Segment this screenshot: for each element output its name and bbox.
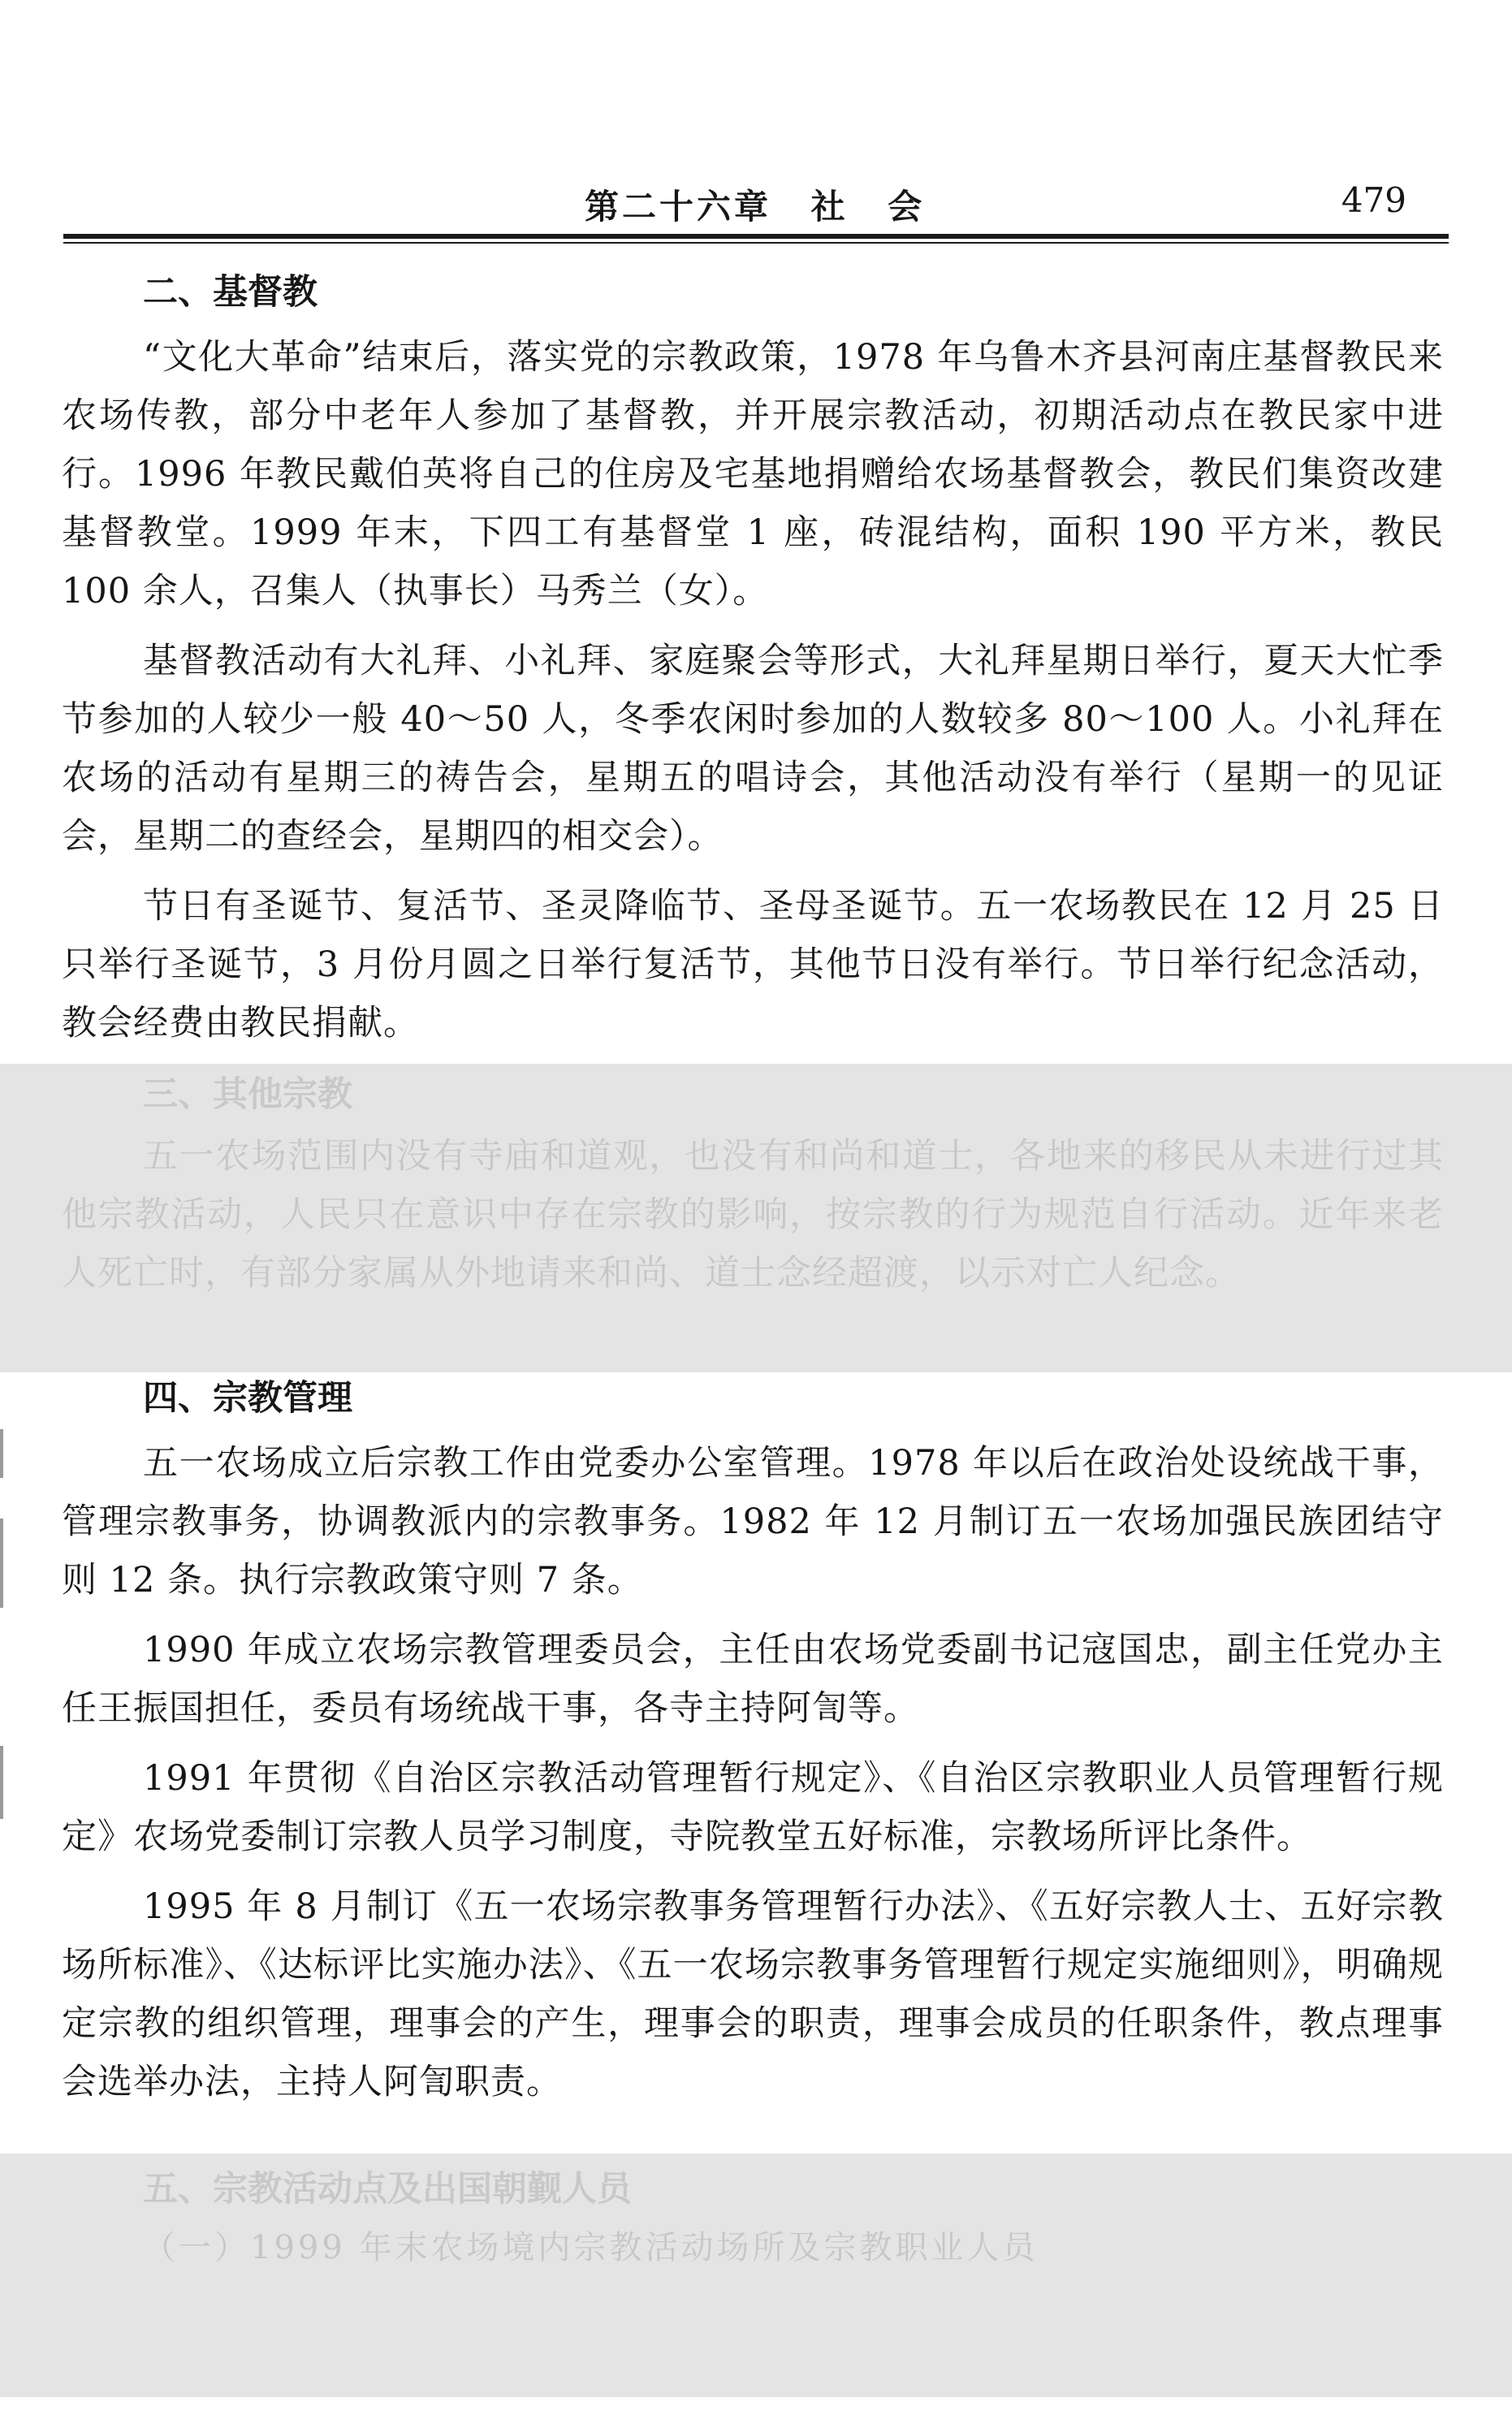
header-rule [63, 234, 1449, 239]
paragraph: 五一农场范围内没有寺庙和道观，也没有和尚和道士，各地来的移民从未进行过其他宗教活动，人民只在意识中存在宗教的影响，按宗教的行为规范自行活动。近年来老人死亡时，有部分家属从外地请来和尚、道士念经超渡，以示对亡人纪念。 [62, 1136, 1444, 1294]
paragraph: “文化大革命”结束后，落实党的宗教政策，1978 年乌鲁木齐县河南庄基督教民来农场传教，部分中老年人参加了基督教，并开展宗教活动，初期活动点在教民家中进行。1996 年教民戴伯英将自己的住房及宅基地捐赠给农场基督教会，教民们集资改建基督教堂。1999 年末，下四工有基督堂 1 座，砖混结构，面积 190 平方米，教民 100 余人，召集人（执事长）马秀兰（女）。 [62, 337, 1444, 611]
paragraph: 基督教活动有大礼拜、小礼拜、家庭聚会等形式，大礼拜星期日举行，夏天大忙季节参加的人较少一般 40～50 人，冬季农闲时参加的人数较多 80～100 人。小礼拜在农场的活动有星期三的祷告会，星期五的唱诗会，其他活动没有举行（星期一的见证会，星期二的查经会，星期四的相交会）。 [62, 641, 1444, 857]
paragraph: 节日有圣诞节、复活节、圣灵降临节、圣母圣诞节。五一农场教民在 12 月 25 日只举行圣诞节，3 月份月圆之日举行复活节，其他节日没有举行。节日举行纪念活动，教会经费由教民捐献。 [62, 886, 1444, 1043]
paragraph: 五一农场成立后宗教工作由党委办公室管理。1978 年以后在政治处设统战干事，管理宗教事务，协调教派内的宗教事务。1982 年 12 月制订五一农场加强民族团结守则 12 条。执行宗教政策守则 7 条。 [62, 1443, 1444, 1601]
paragraph: 1991 年贯彻《自治区宗教活动管理暂行规定》、《自治区宗教职业人员管理暂行规定》农场党委制订宗教人员学习制度，寺院教堂五好标准，宗教场所评比条件。 [62, 1758, 1444, 1857]
section-heading: 二、基督教 [143, 272, 318, 313]
sub-heading: （一）1999 年末农场境内宗教活动场所及宗教职业人员 [143, 2229, 1039, 2266]
section-heading: 五、宗教活动点及出国朝觐人员 [143, 2169, 632, 2210]
running-head [0, 180, 1512, 226]
scan-edge-mark [0, 1429, 3, 1478]
section-heading: 四、宗教管理 [143, 1378, 352, 1419]
page-number: 479 [1341, 180, 1406, 220]
section-heading: 三、其他宗教 [143, 1074, 352, 1115]
paragraph: 1995 年 8 月制订《五一农场宗教事务管理暂行办法》、《五好宗教人士、五好宗教场所标准》、《达标评比实施办法》、《五一农场宗教事务管理暂行规定实施细则》，明确规定宗教的组织管理，理事会的产生，理事会的职责，理事会成员的任职条件，教点理事会选举办法，主持人阿訇职责。 [62, 1886, 1444, 2102]
scan-edge-mark [0, 1746, 3, 1819]
section-activity-sites [62, 2165, 1444, 2272]
scan-edge-mark [0, 1519, 3, 1608]
header-rule-thin [63, 242, 1449, 244]
section-other-religions [62, 1070, 1444, 1303]
paragraph: 1990 年成立农场宗教管理委员会，主任由农场党委副书记寇国忠，副主任党办主任王振国担任，委员有场统战干事，各寺主持阿訇等。 [62, 1630, 1444, 1729]
chapter-title: 第二十六章 社 会 [585, 187, 926, 227]
section-management [62, 1374, 1444, 2111]
section-christianity [62, 268, 1444, 1052]
